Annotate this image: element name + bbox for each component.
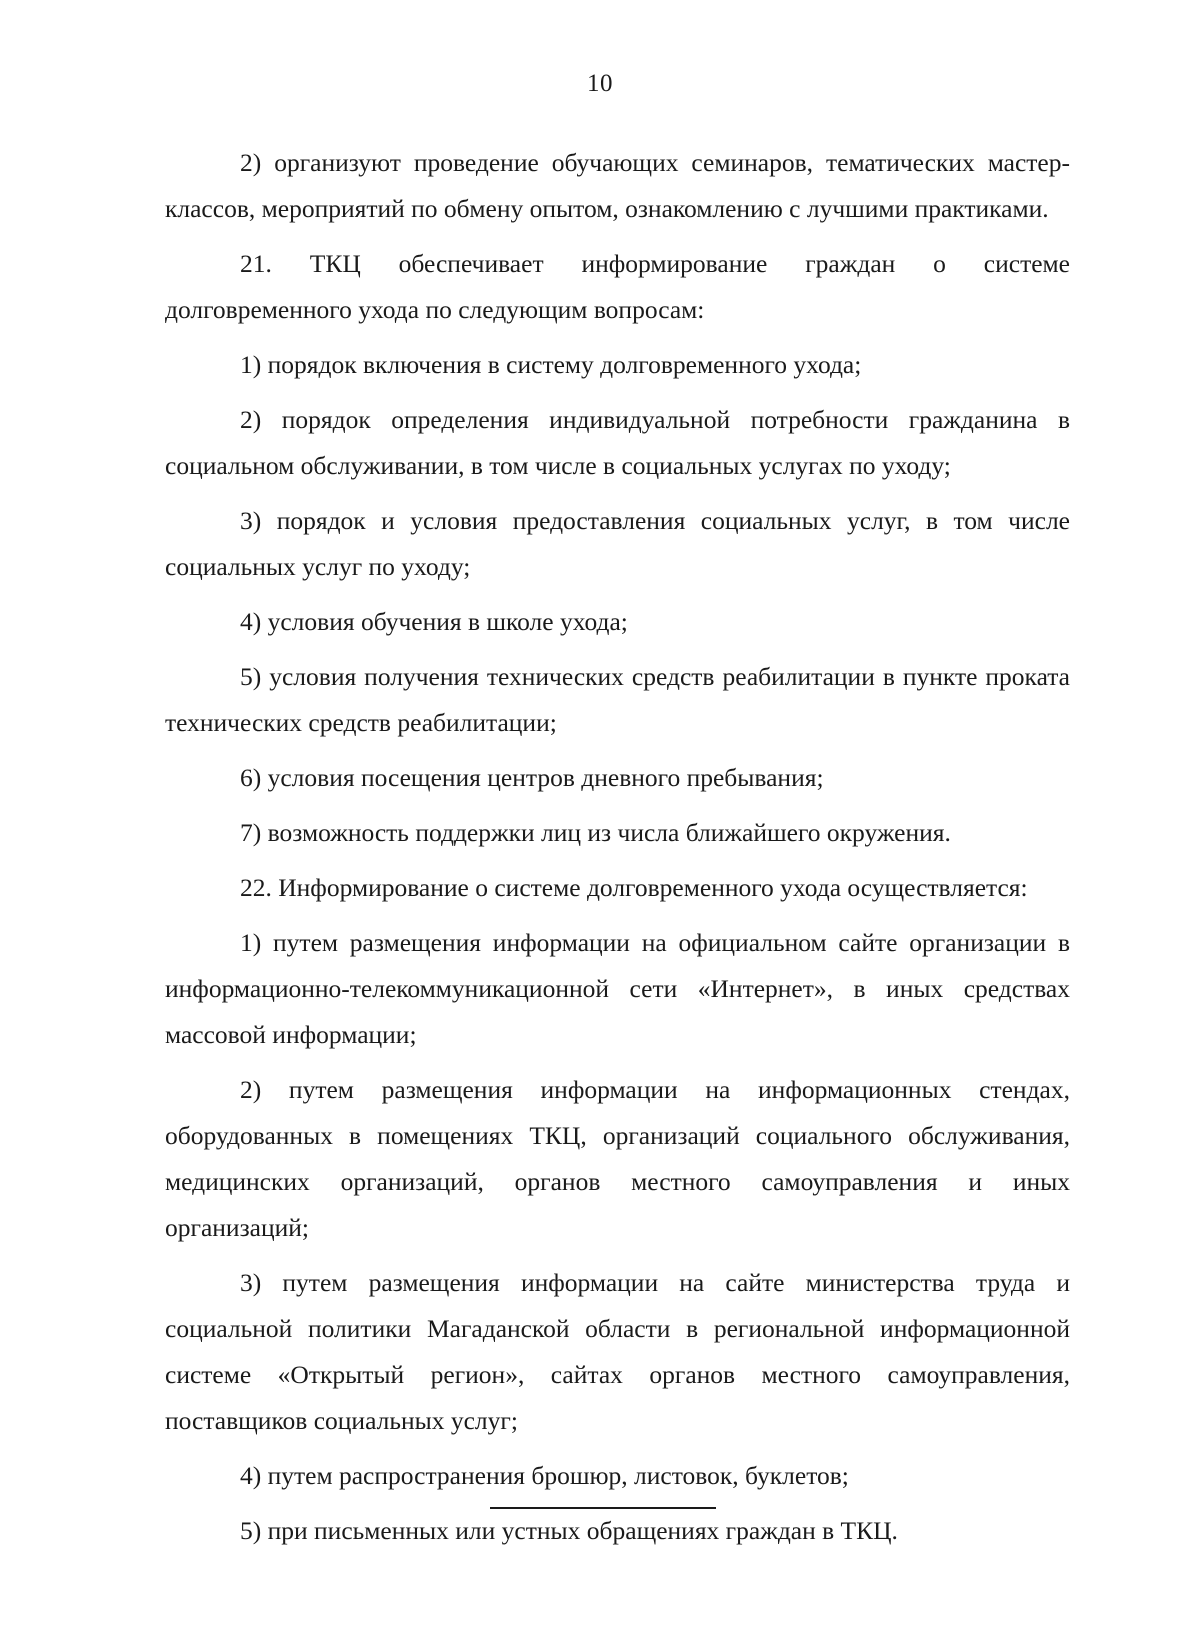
list-item-service-conditions: 3) порядок и условия предоставления социальных услуг, в том числе социальных услуг по уходу; [165,506,1070,581]
list-item-brochures: 4) путем распространения брошюр, листовок, буклетов; [240,1461,849,1490]
list-item-inclusion-procedure: 1) порядок включения в систему долговременного ухода; [240,350,862,379]
paragraph-item-2-seminars: 2) организуют проведение обучающих семинаров, тематических мастер-классов, мероприятий по обмену опытом, ознакомлению с лучшими практиками. [165,148,1070,223]
list-item-rehab-equipment: 5) условия получения технических средств реабилитации в пункте проката технических средств реабилитации; [165,662,1070,737]
paragraph-21-heading: 21. ТКЦ обеспечивает информирование граждан о системе долговременного ухода по следующим вопросам: [165,249,1070,324]
paragraph-22-heading: 22. Информирование о системе долговременного ухода осуществляется: [240,873,1028,902]
list-item-family-support: 7) возможность поддержки лиц из числа ближайшего окружения. [240,818,951,847]
page-number: 10 [587,70,613,97]
end-of-section-rule [490,1507,716,1509]
list-item-care-school: 4) условия обучения в школе ухода; [240,607,628,636]
list-item-day-centers: 6) условия посещения центров дневного пребывания; [240,763,824,792]
list-item-official-website: 1) путем размещения информации на официальном сайте организации в информационно-телекоммуникационной сети «Интернет», в иных средствах массовой информации; [165,928,1070,1049]
list-item-ministry-website: 3) путем размещения информации на сайте министерства труда и социальной политики Магаданской области в региональной информационной системе «Открытый регион», сайтах органов местного самоуправления, поставщиков социальных услуг; [165,1268,1070,1435]
list-item-need-determination: 2) порядок определения индивидуальной потребности гражданина в социальном обслуживании, в том числе в социальных услугах по уходу; [165,405,1070,480]
list-item-citizen-requests: 5) при письменных или устных обращениях граждан в ТКЦ. [240,1516,898,1545]
document-body [165,140,1070,1554]
list-item-info-stands: 2) путем размещения информации на информационных стендах, оборудованных в помещениях ТКЦ, организаций социального обслуживания, медицинских организаций, органов местного самоуправления и иных организаций; [165,1075,1070,1242]
